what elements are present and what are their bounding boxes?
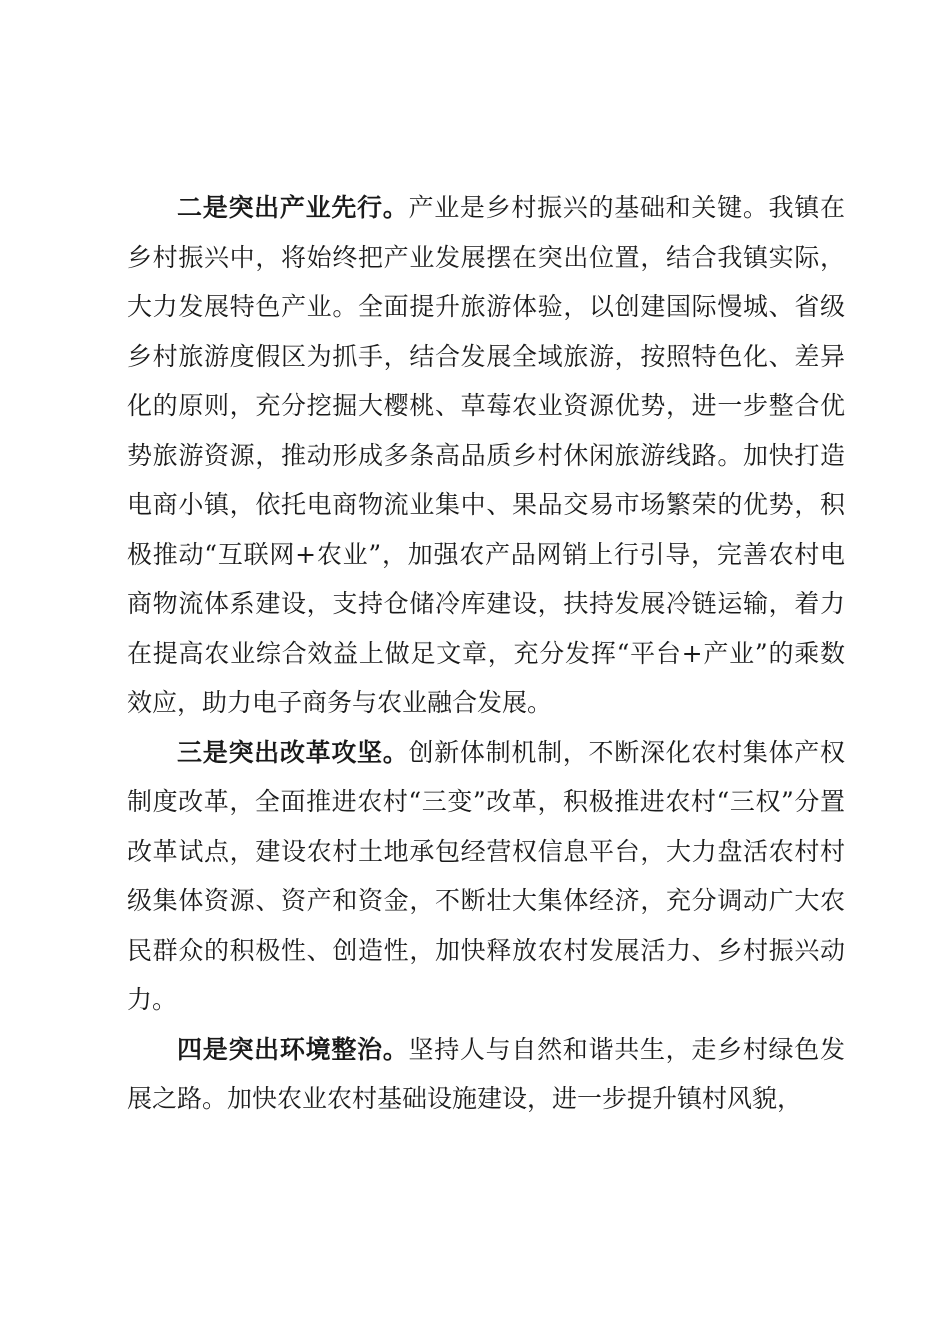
paragraph-text: 坚持人与自然和谐共生，走乡村绿色发展之路。加快农业农村基础设施建设，进一步提升镇村风貌，	[127, 1034, 845, 1113]
paragraph-text: 产业是乡村振兴的基础和关键。我镇在乡村振兴中，将始终把产业发展摆在突出位置，结合我镇实际，大力发展特色产业。全面提升旅游体验，以创建国际慢城、省级乡村旅游度假区为抓手，结合发展全域旅游，按照特色化、差异化的原则，充分挖掘大樱桃、草莓农业资源优势，进一步整合优势旅游资源，推动形成多条高品质乡村休闲旅游线路。加快打造电商小镇，依托电商物流业集中、果品交易市场繁荣的优势，积极推动“互联网+农业”，加强农产品网销上行引导，完善农村电商物流体系建设，支持仓储冷库建设，扶持发展冷链运输，着力在提高农业综合效益上做足文章，充分发挥“平台+产业”的乘数效应，助力电子商务与农业融合发展。	[127, 193, 845, 717]
paragraph-lead: 二是突出产业先行。	[177, 193, 409, 222]
paragraph-text: 创新体制机制，不断深化农村集体产权制度改革，全面推进农村“三变”改革，积极推进农村“三权”分置改革试点，建设农村土地承包经营权信息平台，大力盘活农村村级集体资源、资产和资金，不断壮大集体经济，充分调动广大农民群众的积极性、创造性，加快释放农村发展活力、乡村振兴动力。	[127, 737, 845, 1014]
document-body	[127, 183, 845, 1124]
paragraph-lead: 三是突出改革攻坚。	[177, 737, 409, 767]
paragraph-industry	[127, 183, 845, 728]
paragraph-reform	[127, 728, 845, 1025]
paragraph-lead: 四是突出环境整治。	[177, 1034, 409, 1064]
paragraph-environment	[127, 1025, 845, 1124]
